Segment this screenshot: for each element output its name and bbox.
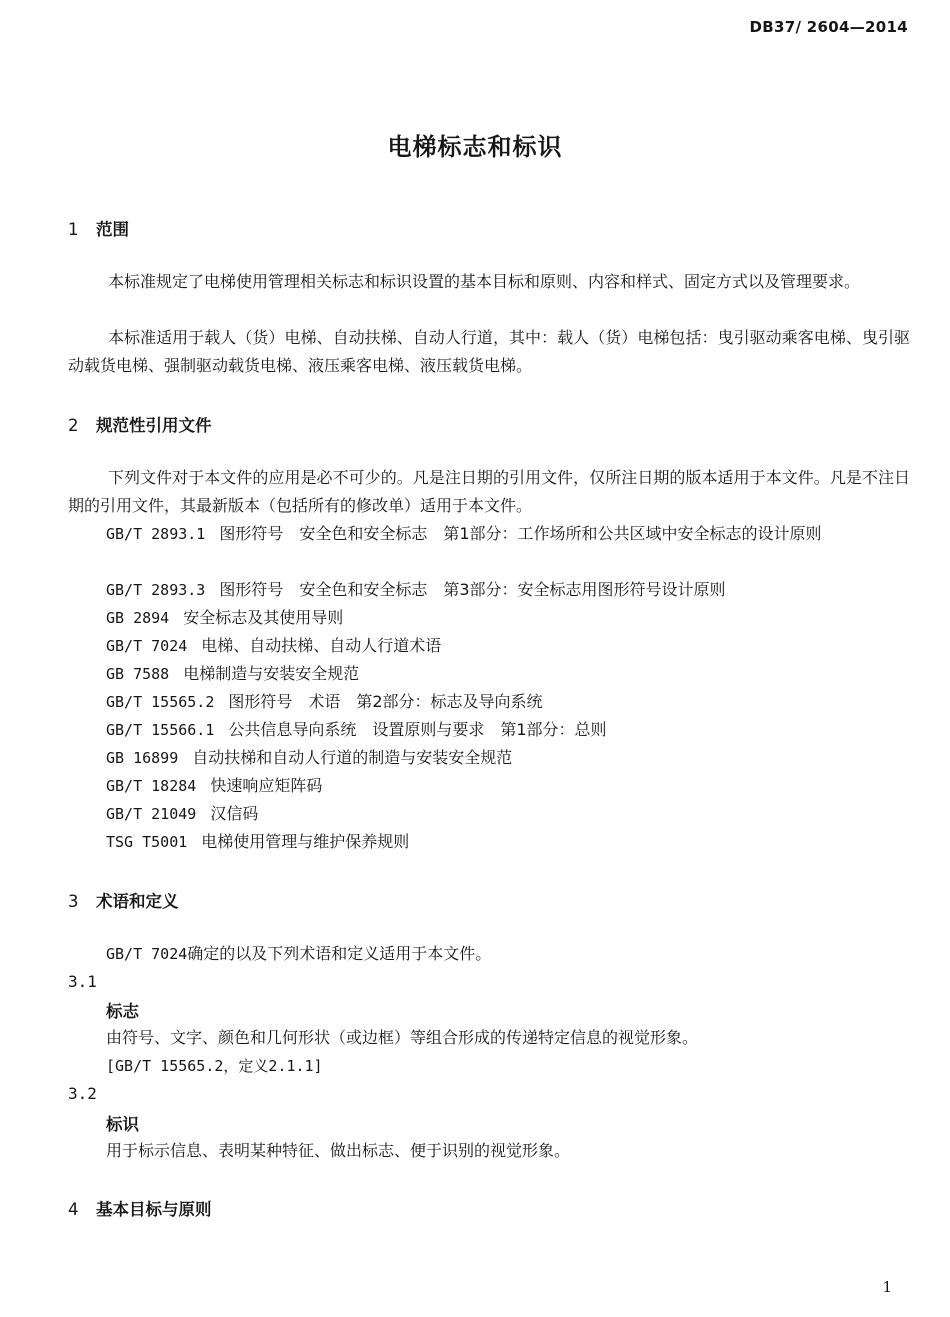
reference-code: GB/T 15566.1 [106,721,215,739]
reference-title: 图形符号 安全色和安全标志 第3部分：安全标志用图形符号设计原则 [219,580,726,599]
reference-item [106,688,543,716]
section-2-number: 2 [68,416,79,435]
section-4-number: 4 [68,1200,79,1219]
term-source: [GB/T 15565.2，定义2.1.1] [106,1057,323,1075]
reference-item [106,800,258,828]
section-1-paragraph-1: 本标准规定了电梯使用管理相关标志和标识设置的基本目标和原则、内容和样式、固定方式以及管理要求。 [108,272,861,291]
clause-number: 3.1 [68,972,97,991]
reference-item [68,520,910,548]
reference-code: GB 16899 [106,749,179,767]
reference-item [106,604,343,632]
reference-title: 图形符号 术语 第2部分：标志及导向系统 [228,692,543,711]
reference-title: 图形符号 安全色和安全标志 第1部分：工作场所和公共区域中安全标志的设计原则 [219,524,822,543]
reference-title: 电梯使用管理与维护保养规则 [201,832,410,851]
reference-code: GB/T 21049 [106,805,197,823]
page-title: 电梯标志和标识 [387,133,563,161]
section-1-paragraph-2: 本标准适用于载人（货）电梯、自动扶梯、自动人行道，其中：载人（货）电梯包括：曳引驱动乘客电梯、曳引驱动载货电梯、强制驱动载货电梯、液压乘客电梯、液压载货电梯。 [68,328,910,375]
reference-item [106,772,322,800]
section-2-heading [68,412,212,436]
section-1-number: 1 [68,220,79,239]
reference-title: 快速响应矩阵码 [210,776,323,795]
reference-title: 电梯制造与安装安全规范 [183,664,360,683]
section-4-title: 基本目标与原则 [96,1200,212,1219]
reference-code: GB/T 2893.1 [106,525,206,543]
reference-code: GB 2894 [106,609,170,627]
section-4-heading [68,1196,212,1220]
term-name: 标志 [106,1002,139,1021]
section-2-paragraph-1: 下列文件对于本文件的应用是必不可少的。凡是注日期的引用文件，仅所注日期的版本适用于本文件。凡是不注日期的引用文件，其最新版本（包括所有的修改单）适用于本文件。 [68,468,910,515]
document-code: DB37/ 2604—2014 [749,18,908,36]
term-definition: 用于标示信息、表明某种特征、做出标志、便于识别的视觉形象。 [106,1141,571,1160]
section-3-intro [106,940,491,968]
term-definition: 由符号、文字、颜色和几何形状（或边框）等组合形成的传递特定信息的视觉形象。 [106,1028,699,1047]
reference-item [106,660,359,688]
section-3-intro-code: GB/T 7024 [106,945,188,963]
reference-item [106,576,726,604]
reference-title: 安全标志及其使用导则 [183,608,344,627]
section-1-title: 范围 [96,220,129,239]
reference-item [106,716,607,744]
section-3-number: 3 [68,892,79,911]
reference-code: TSG T5001 [106,833,188,851]
section-3-heading [68,888,179,912]
reference-title: 电梯、自动扶梯、自动人行道术语 [201,636,442,655]
section-3-intro-text: 确定的以及下列术语和定义适用于本文件。 [187,944,492,963]
reference-code: GB/T 18284 [106,777,197,795]
reference-code: GB/T 15565.2 [106,693,215,711]
reference-item [106,744,512,772]
reference-code: GB/T 2893.3 [106,581,206,599]
section-1-heading [68,216,129,240]
section-3-title: 术语和定义 [96,892,179,911]
reference-title: 汉信码 [210,804,259,823]
reference-code: GB/T 7024 [106,637,188,655]
page-number: 1 [882,1278,892,1296]
reference-title: 自动扶梯和自动人行道的制造与安装安全规范 [192,748,513,767]
reference-item [106,632,441,660]
term-name: 标识 [106,1115,139,1134]
reference-code: GB 7588 [106,665,170,683]
reference-title: 公共信息导向系统 设置原则与要求 第1部分：总则 [228,720,607,739]
reference-item [106,828,409,856]
clause-number: 3.2 [68,1084,97,1103]
section-2-title: 规范性引用文件 [96,416,212,435]
